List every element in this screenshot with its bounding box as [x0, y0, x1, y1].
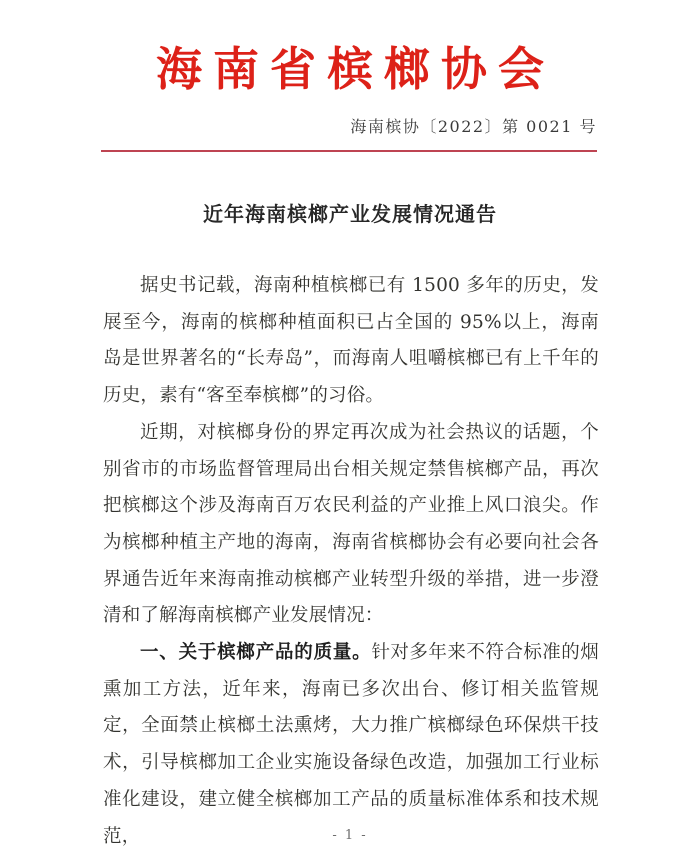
letterhead	[0, 0, 700, 137]
document-body	[103, 268, 599, 855]
paragraph-text: 据史书记载，海南种植槟榔已有 1500 多年的历史，发展至今，海南的槟榔种植面积已占全国的 95%以上，海南岛是世界著名的“长寿岛”，而海南人咀嚼槟榔已有上千年的历史，素有“客至奉槟榔”的习俗。	[103, 275, 599, 407]
page-title: 近年海南槟榔产业发展情况通告	[203, 202, 497, 226]
document-number: 海南槟协〔2022〕第 0021 号	[350, 117, 597, 136]
organization-title: 海南省槟榔协会	[156, 42, 555, 96]
red-divider-rule	[101, 150, 597, 152]
paragraph-text: 针对多年来不符合标准的烟熏加工方法，近年来，海南已多次出台、修订相关监管规定，全面禁止槟榔土法熏烤，大力推广槟榔绿色环保烘干技术，引导槟榔加工企业实施设备绿色改造，加强加工行业标准化建设，建立健全槟榔加工产品的质量标准体系和技术规范，	[103, 642, 599, 847]
paragraph	[103, 635, 599, 855]
paragraph-text: 近期，对槟榔身份的界定再次成为社会热议的话题，个别省市的市场监督管理局出台相关规定禁售槟榔产品，再次把槟榔这个涉及海南百万农民利益的产业推上风口浪尖。作为槟榔种植主产地的海南，海南省槟榔协会有必要向社会各界通告近年来海南推动槟榔产业转型升级的举措，进一步澄清和了解海南槟榔产业发展情况：	[103, 421, 599, 627]
paragraph	[103, 268, 599, 415]
paragraph-lead: 一、关于槟榔产品的质量。	[140, 642, 372, 664]
paragraph	[103, 415, 599, 635]
page-number: - 1 -	[332, 828, 368, 843]
